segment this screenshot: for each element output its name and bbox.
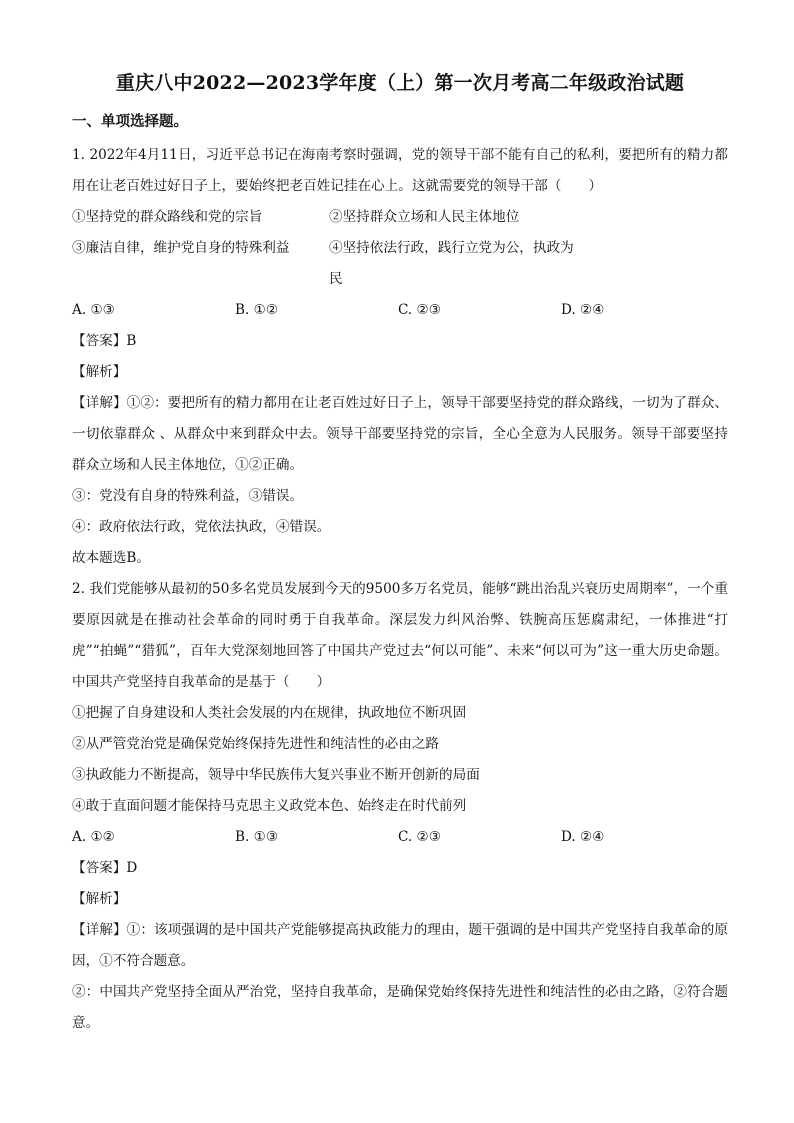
answer-line: 【答案】B <box>72 333 137 349</box>
option-row <box>72 202 728 233</box>
choice-row <box>72 822 728 853</box>
choice-a: A. ①③ <box>72 302 115 318</box>
exam-title: 重庆八中2022—2023学年度（上）第一次月考高二年级政治试题 <box>115 72 685 94</box>
detail-paragraph: ②：中国共产党坚持全面从严治党，坚持自我革命，是确保党始终保持先进性和纯洁性的必由之路，②符合题意。 <box>72 984 728 1031</box>
detail-paragraph: 故本题选B。 <box>72 550 150 566</box>
answer-line: 【答案】D <box>72 860 138 876</box>
option-item: ④坚持依法行政，践行立党为公，执政为民 <box>329 240 574 287</box>
section-title: 一、单项选择题。 <box>72 113 188 130</box>
question-1 <box>72 140 728 574</box>
choice-a: A. ①② <box>72 829 115 845</box>
analysis-label: 【解析】 <box>72 364 127 380</box>
option-item: ①坚持党的群众路线和党的宗旨 <box>72 209 263 225</box>
detail-paragraph: ③：党没有自身的特殊利益，③错误。 <box>72 488 304 504</box>
detail-paragraph: ④：政府依法行政，党依法执政，④错误。 <box>72 519 331 535</box>
analysis-label: 【解析】 <box>72 891 127 907</box>
detail-paragraph: 【详解】①②：要把所有的精力都用在让老百姓过好日子上，领导干部要坚持党的群众路线，一切为了群众、一切依靠群众 、从群众中来到群众中去。领导干部要坚持党的宗旨，全心全意为人民服务。领导干部要坚持群众立场和人民主体地位，①②正确。 <box>72 395 728 473</box>
choice-d: D. ②④ <box>561 829 605 845</box>
option-row <box>72 233 728 295</box>
choice-c: C. ②③ <box>398 829 441 845</box>
option-item: ③廉洁自律，维护党自身的特殊利益 <box>72 240 290 256</box>
choice-c: C. ②③ <box>398 302 441 318</box>
choice-d: D. ②④ <box>561 302 605 318</box>
option-item: ③执政能力不断提高，领导中华民族伟大复兴事业不断开创新的局面 <box>72 767 480 783</box>
choice-b: B. ①② <box>235 302 279 318</box>
option-item: ④敢于直面问题才能保持马克思主义政党本色、始终走在时代前列 <box>72 798 467 814</box>
option-item: ①把握了自身建设和人类社会发展的内在规律，执政地位不断巩固 <box>72 705 467 721</box>
option-item: ②从严管党治党是确保党始终保持先进性和纯洁性的必由之路 <box>72 736 440 752</box>
question-2 <box>72 574 728 1039</box>
choice-row <box>72 295 728 326</box>
question-stem: 1. 2022年4月11日，习近平总书记在海南考察时强调，党的领导干部不能有自己的私利，要把所有的精力都用在让老百姓过好日子上，要始终把老百姓记挂在心上。这就需要党的领导干部（ ） <box>72 147 728 194</box>
option-item: ②坚持群众立场和人民主体地位 <box>329 209 520 225</box>
question-stem: 2. 我们党能够从最初的50多名党员发展到今天的9500多万名党员，能够“跳出治乱兴衰历史周期率”，一个重要原因就是在推动社会革命的同时勇于自我革命。深层发力纠风治弊、铁腕高压惩腐肃纪，一体推进“打虎”“拍蝇”“猎狐”，百年大党深刻地回答了中国共产党过去“何以可能”、未来“何以可为”这一重大历史命题。中国共产党坚持自我革命的是基于（ ） <box>72 581 728 690</box>
choice-b: B. ①③ <box>235 829 279 845</box>
detail-paragraph: 【详解】①：该项强调的是中国共产党能够提高执政能力的理由，题干强调的是中国共产党坚持自我革命的原因，①不符合题意。 <box>72 922 728 969</box>
